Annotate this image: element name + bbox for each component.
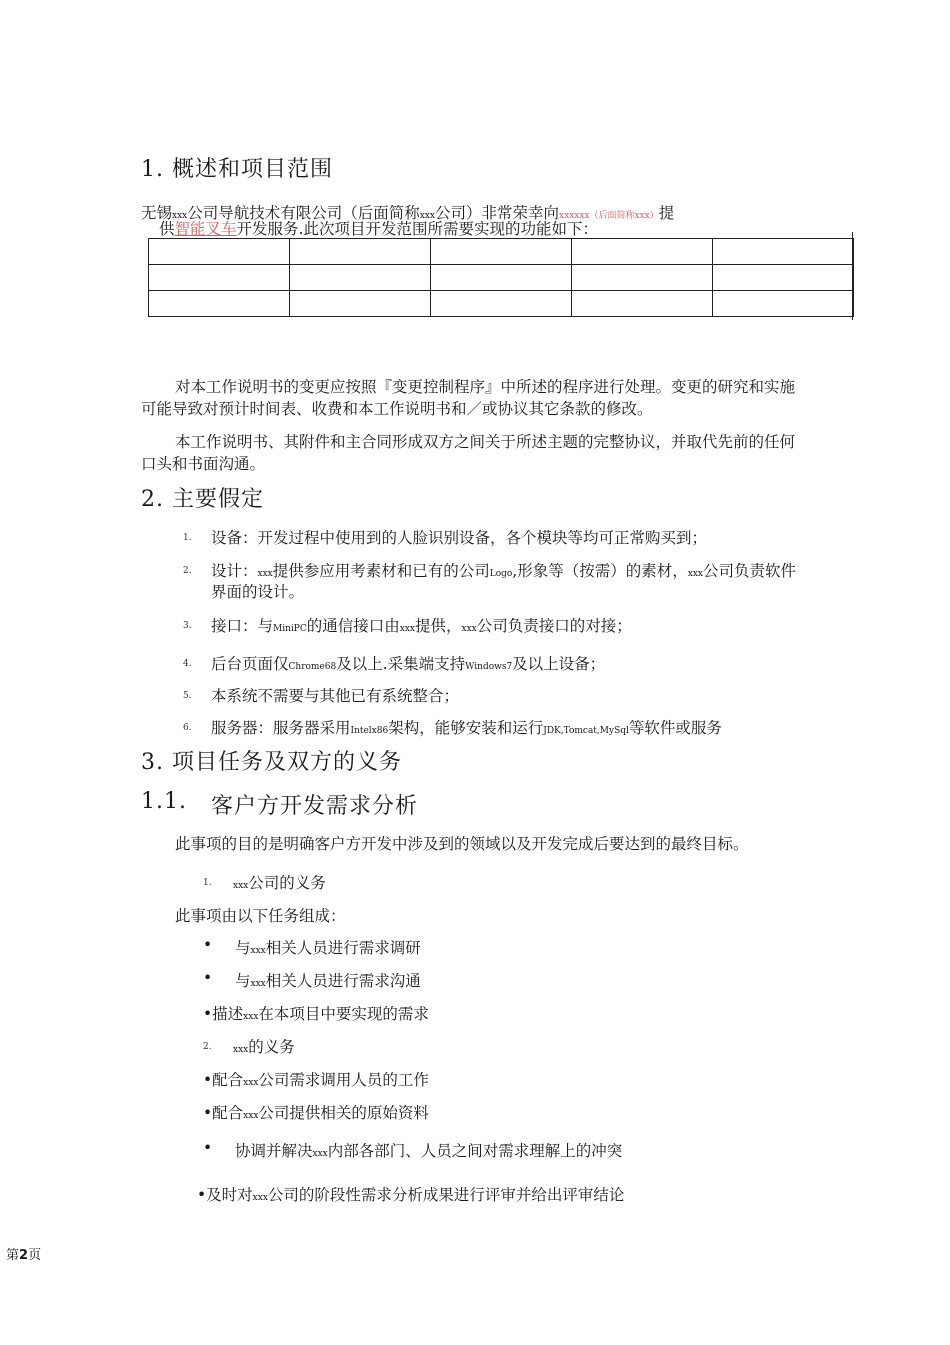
product-link: 智能叉车 xyxy=(174,220,237,238)
assumption-item: 接口：与MiniPC的通信接口由xxx提供，xxx公司负责接口的对接； xyxy=(211,617,632,635)
para1-line1: 对本工作说明书的变更应按照『变更控制程序』中所述的程序进行处理。变更的研究和实施 xyxy=(175,378,796,396)
table-cell xyxy=(713,291,854,317)
bullet-item: 与xxx相关人员进行需求调研 xyxy=(235,939,421,957)
bullet-item: 与xxx相关人员进行需求沟通 xyxy=(235,972,421,990)
obligation-heading: xxx公司的义务 xyxy=(233,874,326,892)
table-cell xyxy=(713,239,854,265)
bullet-item: •配合xxx公司需求调用人员的工作 xyxy=(203,1071,429,1089)
table-cell xyxy=(431,265,572,291)
list-number: 1. xyxy=(203,878,212,888)
table-cell xyxy=(431,239,572,265)
assumption-item: 设备：开发过程中使用到的人脸识别设备，各个模块等均可正常购买到； xyxy=(211,529,708,547)
table-cell xyxy=(290,265,431,291)
list-number: 4. xyxy=(183,659,192,669)
table-cell xyxy=(713,265,854,291)
list-number: 5. xyxy=(183,691,192,701)
table-cell xyxy=(290,239,431,265)
para1-line2: 可能导致对预计时间表、收费和本工作说明书和／或协议其它条款的修改。 xyxy=(141,400,653,418)
list-number: 2. xyxy=(183,566,192,576)
section-heading-2: 2. 主要假定 xyxy=(141,487,264,512)
table-cell xyxy=(572,291,713,317)
scope-table xyxy=(148,238,854,317)
assumption-item: 设计：xxx提供参应用考素材和已有的公司Logo,形象等（按需）的素材，xxx公司负责软件 xyxy=(211,562,797,580)
page-number: 第2页 xyxy=(6,1248,42,1263)
intro-line-2: 供智能叉车开发服务.此次项目开发范围所需要实现的功能如下： xyxy=(159,220,598,238)
table-cell xyxy=(572,239,713,265)
section-heading-1: 1. 概述和项目范围 xyxy=(141,157,333,182)
bullet-marker: • xyxy=(203,969,213,987)
bullet-marker: • xyxy=(203,936,213,954)
tasks-intro: 此事项由以下任务组成： xyxy=(175,907,346,925)
subsection-title: 客户方开发需求分析 xyxy=(211,794,419,819)
purpose-text: 此事项的目的是明确客户方开发中涉及到的领域以及开发完成后要达到的最终目标。 xyxy=(175,835,749,853)
table-edge-line xyxy=(852,232,853,320)
assumption-item: 服务器：服务器采用Intelx86架构，能够安装和运行JDK,Tomcat,MySql等软件或服务 xyxy=(211,719,722,737)
bullet-item: 协调并解决xxx内部各部门、人员之间对需求理解上的冲突 xyxy=(235,1142,623,1160)
para2-line1: 本工作说明书、其附件和主合同形成双方之间关于所述主题的完整协议，并取代先前的任何 xyxy=(175,433,796,451)
table-cell xyxy=(149,239,290,265)
table-row xyxy=(149,291,854,317)
table-cell xyxy=(149,265,290,291)
table-cell xyxy=(290,291,431,317)
obligation-heading: xxx的义务 xyxy=(233,1038,295,1056)
table-row xyxy=(149,265,854,291)
bullet-item: •及时对xxx公司的阶段性需求分析成果进行评审并给出评审结论 xyxy=(197,1186,625,1204)
bullet-item: •描述xxx在本项目中要实现的需求 xyxy=(203,1005,429,1023)
list-number: 3. xyxy=(183,621,192,631)
list-number: 6. xyxy=(183,723,192,733)
table-row xyxy=(149,239,854,265)
bullet-item: •配合xxx公司提供相关的原始资料 xyxy=(203,1104,429,1122)
section-heading-3: 3. 项目任务及双方的义务 xyxy=(141,750,402,775)
list-number: 2. xyxy=(203,1042,212,1052)
assumption-item: 后台页面仅Chrome68及以上.采集端支持Windows7及以上设备； xyxy=(211,655,606,673)
bullet-marker: • xyxy=(203,1139,213,1157)
table-cell xyxy=(149,291,290,317)
assumption-item-cont: 界面的设计。 xyxy=(211,583,305,601)
table-cell xyxy=(431,291,572,317)
assumption-item: 本系统不需要与其他已有系统整合； xyxy=(211,687,460,705)
list-number: 1. xyxy=(183,533,192,543)
table-cell xyxy=(572,265,713,291)
para2-line2: 口头和书面沟通。 xyxy=(141,455,266,473)
subsection-number: 1.1. xyxy=(141,789,187,814)
intro-line-1: 无锡xxx公司导航技术有限公司（后面简称xxx公司）非常荣幸向xxxxxx（后面简称xxx）提 xyxy=(141,204,675,222)
